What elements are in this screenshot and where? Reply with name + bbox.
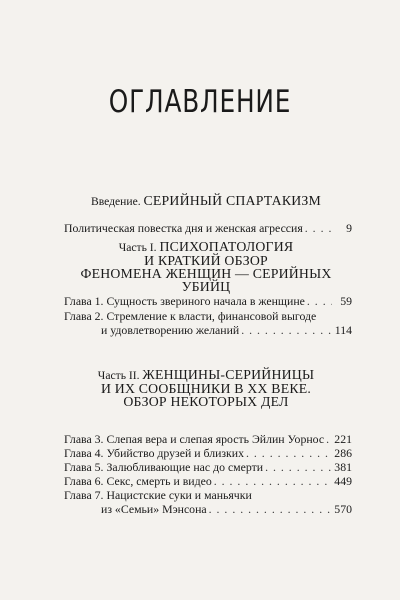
toc-entry-label: Политическая повестка дня и женская агрессия: [64, 221, 303, 235]
toc-entry-page: 9: [346, 221, 352, 235]
toc-entry-page: 570: [334, 502, 352, 516]
toc-entry[interactable]: [64, 474, 352, 488]
leader-dots: [214, 474, 332, 488]
toc-entry-page: 114: [334, 323, 352, 337]
toc-entry-page: 286: [334, 446, 352, 460]
intro-prefix: Введение.: [90, 195, 141, 208]
part1-title-line3: ФЕНОМЕНА ЖЕНЩИН — СЕРИЙНЫХ УБИЙЦ: [80, 266, 332, 294]
leader-dots: [246, 446, 332, 460]
toc-entry-page: 221: [334, 432, 352, 446]
part2-heading: [56, 368, 356, 408]
toc-entry-label: Глава 2. Стремление к власти, финансовой выгоде: [64, 309, 317, 323]
part2-prefix: Часть II.: [97, 369, 140, 382]
leader-dots: [241, 323, 332, 337]
toc-entry-line[interactable]: [64, 488, 352, 502]
toc-entry[interactable]: [64, 432, 352, 446]
toc-entry-label: Глава 4. Убийство друзей и близких: [64, 446, 244, 460]
leader-dots: [326, 432, 332, 446]
toc-entry[interactable]: [64, 221, 352, 235]
toc-entry-line[interactable]: [64, 309, 352, 323]
part1-prefix: Часть I.: [118, 241, 157, 254]
toc-entry[interactable]: [64, 446, 352, 460]
toc-entry-continuation: и удовлетворению желаний: [101, 323, 240, 337]
toc-entry[interactable]: [64, 460, 352, 474]
leader-dots: [265, 460, 332, 474]
toc-entry-label: Глава 1. Сущность звериного начала в женщине: [64, 294, 305, 308]
toc-entry-page: 449: [334, 474, 352, 488]
page-title: ОГЛАВЛЕНИЕ: [108, 84, 292, 120]
leader-dots: [307, 294, 332, 308]
toc-entry[interactable]: [64, 323, 352, 337]
toc-entry-label: Глава 6. Секс, смерть и видео: [64, 474, 212, 488]
toc-entry-label: Глава 7. Нацистские суки и маньячки: [64, 488, 252, 502]
part1-heading: [56, 240, 356, 293]
toc-entry-continuation: из «Семьи» Мэнсона: [101, 502, 207, 516]
toc-entry[interactable]: [64, 502, 352, 516]
part2-title-line2: И ИХ СООБЩНИКИ В XX ВЕКЕ.: [100, 381, 312, 396]
part2-title-line3: ОБЗОР НЕКОТОРЫХ ДЕЛ: [123, 394, 289, 409]
intro-title: СЕРИЙНЫЙ СПАРТАКИЗМ: [143, 193, 321, 208]
toc-entry-page: 381: [334, 460, 352, 474]
part1-title-line2: И КРАТКИЙ ОБЗОР: [144, 253, 268, 268]
toc-entry-label: Глава 5. Залюбливающие нас до смерти: [64, 460, 264, 474]
intro-heading: [56, 194, 356, 208]
toc-entry-page: 59: [340, 294, 352, 308]
part1-title-line1: ПСИХОПАТОЛОГИЯ: [159, 239, 294, 254]
part2-title-line1: ЖЕНЩИНЫ-СЕРИЙНИЦЫ: [142, 367, 315, 382]
leader-dots: [305, 221, 332, 235]
toc-entry[interactable]: [64, 294, 352, 308]
toc-entry-label: Глава 3. Слепая вера и слепая ярость Эйлин Уорнос: [64, 432, 325, 446]
leader-dots: [209, 502, 332, 516]
